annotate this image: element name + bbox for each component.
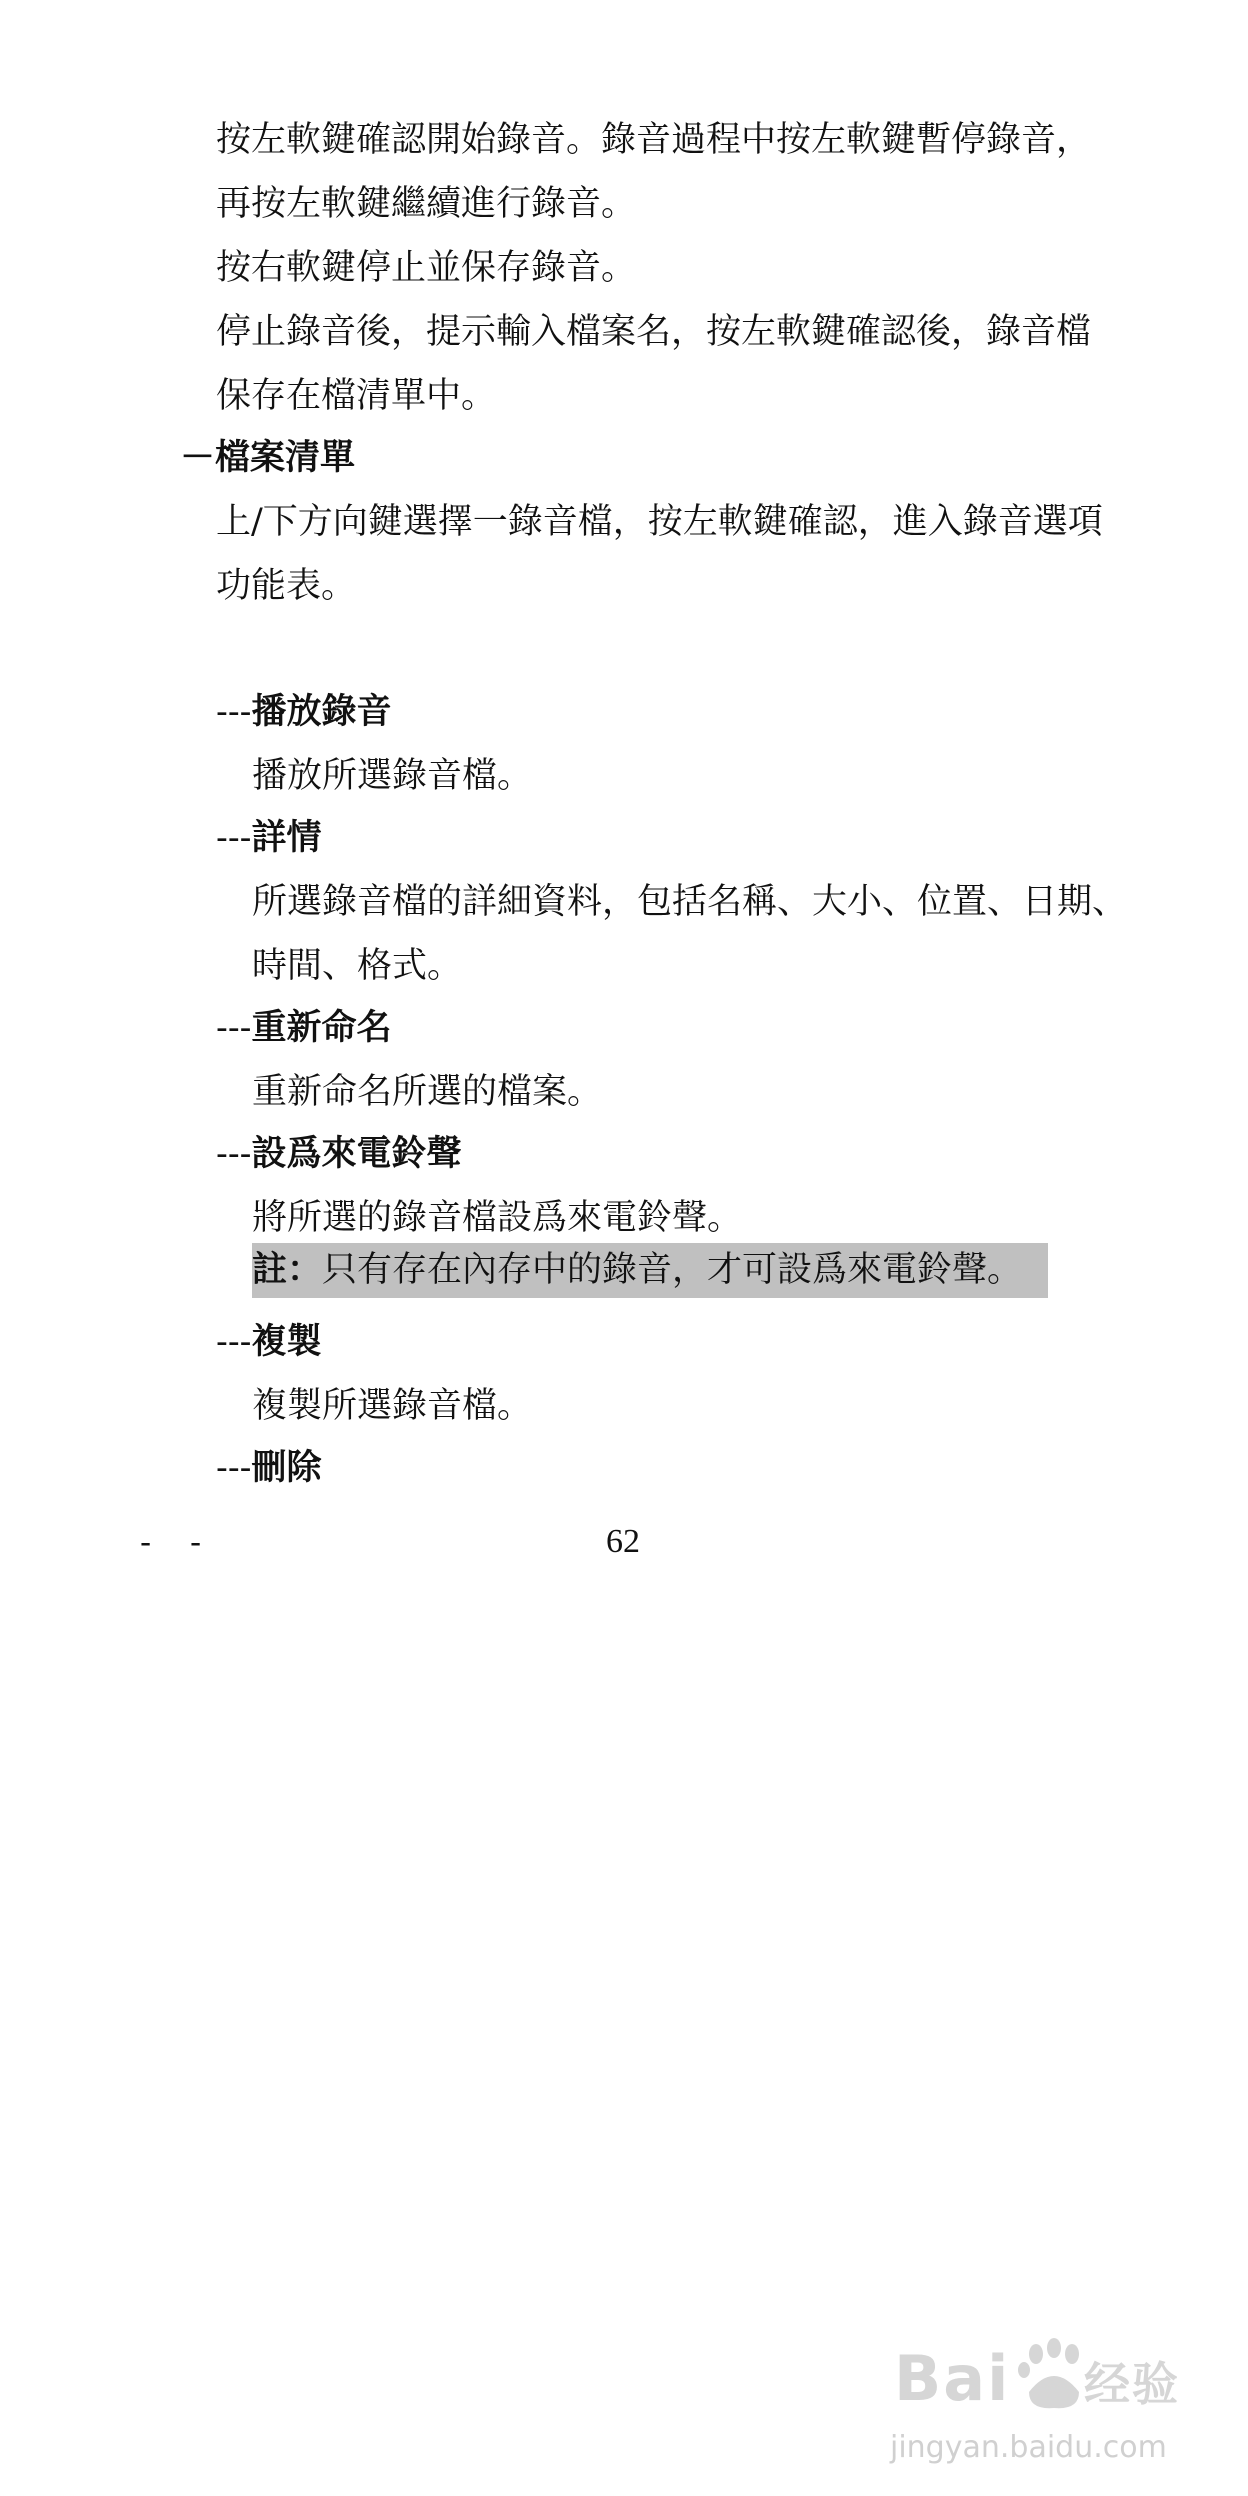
item-description: 重新命名所選的檔案。 [252,1072,603,1112]
item-title: 複製 [251,1322,322,1362]
item-heading [216,1132,462,1176]
item-title: 詳情 [251,818,322,858]
item-prefix: --- [216,1448,252,1488]
item-heading [216,1320,322,1364]
item-heading [216,1446,322,1490]
item-title: 播放錄音 [251,692,392,732]
note-highlight [252,1243,1048,1298]
item-title: 重新命名 [251,1008,392,1048]
item-prefix: --- [216,1322,252,1362]
paragraph-line: 上/下方向鍵選擇一錄音檔，按左軟鍵確認，進入錄音選項 [216,502,1103,542]
watermark-logo [894,2330,1214,2435]
note-text: 只有存在內存中的錄音，才可設爲來電鈴聲。 [322,1250,1023,1290]
item-description: 複製所選錄音檔。 [252,1386,533,1426]
item-heading [216,690,392,734]
note-label: 註： [252,1250,323,1290]
item-heading [216,1006,392,1050]
item-description: 所選錄音檔的詳細資料，包括名稱、大小、位置、日期、 [252,882,1128,922]
svg-text:Bai: Bai [894,2342,1011,2415]
watermark [880,2330,1220,2480]
paragraph-line: 按右軟鍵停止並保存錄音。 [216,248,637,288]
paragraph-line: 按左軟鍵確認開始錄音。錄音過程中按左軟鍵暫停錄音， [216,120,1092,160]
item-description: 將所選的錄音檔設爲來電鈴聲。 [252,1198,743,1238]
watermark-url: jingyan.baidu.com [890,2430,1167,2465]
item-prefix: --- [216,818,252,858]
section-title: 檔案清單 [215,438,356,478]
paragraph-line: 功能表。 [216,566,357,606]
item-prefix: --- [216,692,252,732]
paragraph-line: 再按左軟鍵繼續進行錄音。 [216,184,637,224]
svg-text:经验: 经验 [1084,2357,1180,2411]
paragraph-line: 停止錄音後，提示輸入檔案名，按左軟鍵確認後，錄音檔 [216,312,1092,352]
item-prefix: --- [216,1134,252,1174]
paragraph-line: 保存在檔清單中。 [216,376,497,416]
section-heading [180,436,355,480]
item-heading [216,816,322,860]
item-title: 設爲來電鈴聲 [251,1134,462,1174]
item-prefix: --- [216,1008,252,1048]
item-description: 播放所選錄音檔。 [252,756,533,796]
footer-dash-left: - [140,1522,152,1561]
note-line [252,1248,1022,1292]
section-dash: － [180,438,216,478]
item-description: 時間、格式。 [252,946,463,986]
page-number: 62 [606,1523,640,1560]
footer-dash-right: - [190,1522,202,1561]
paw-logo-icon [894,2330,1214,2420]
item-title: 刪除 [251,1448,322,1488]
